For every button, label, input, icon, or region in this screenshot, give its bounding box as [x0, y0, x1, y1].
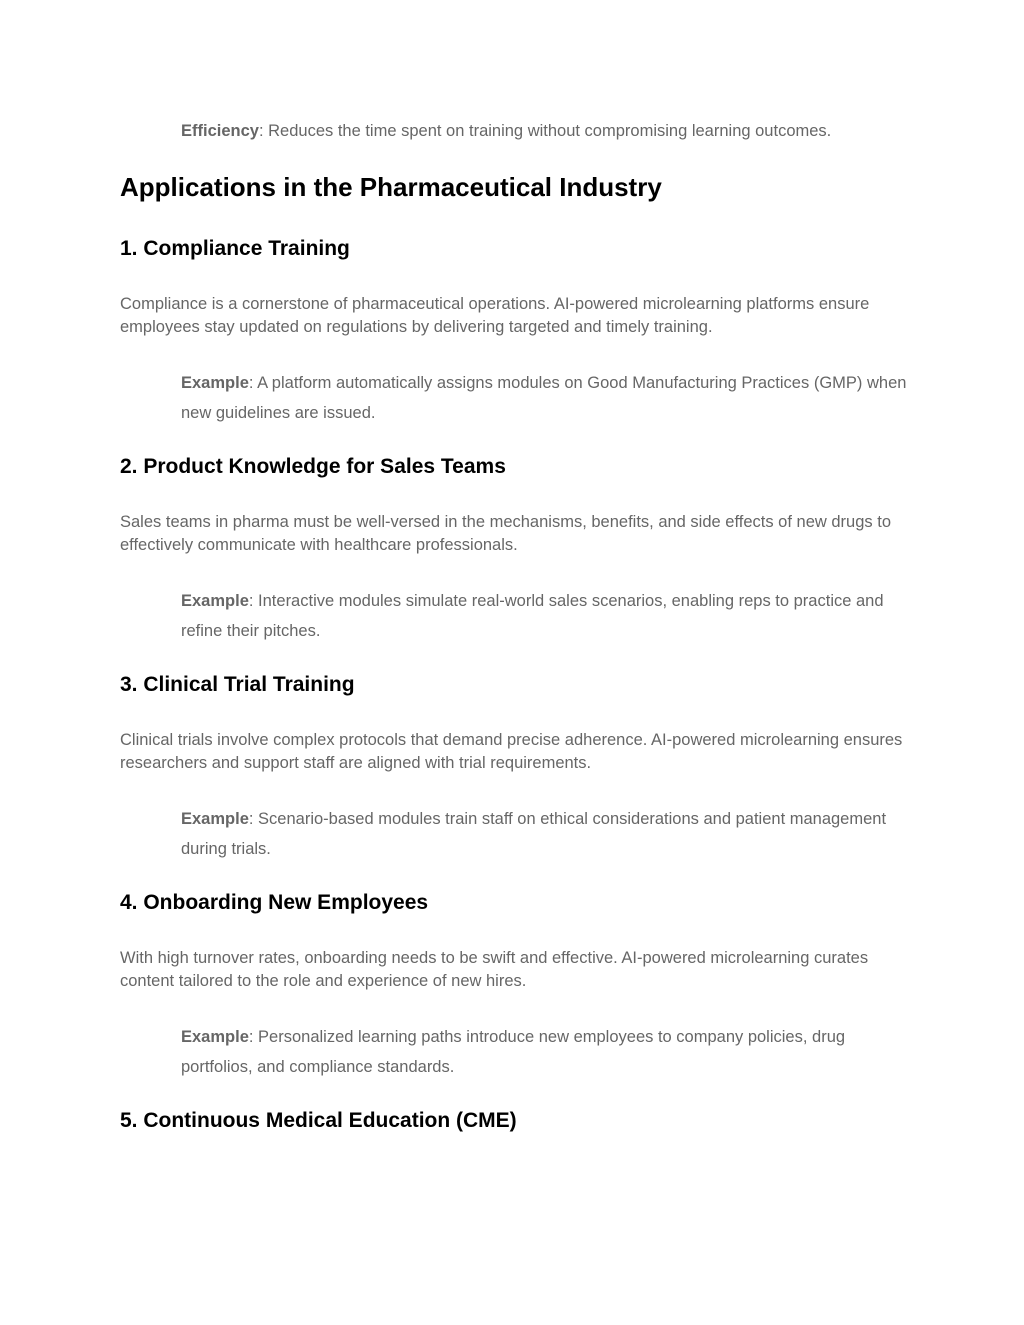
example-term: Example	[181, 1028, 249, 1046]
subsection-heading: 3. Clinical Trial Training	[120, 673, 355, 696]
subsection-heading: 1. Compliance Training	[120, 237, 350, 260]
subsection-paragraph: Sales teams in pharma must be well-versed in the mechanisms, benefits, and side effects of new drugs to effectively communicate with healthcare professionals.	[120, 513, 891, 554]
bullet-text: : Reduces the time spent on training without compromising learning outcomes.	[258, 122, 832, 140]
example-term: Example	[181, 592, 249, 610]
example-term: Example	[181, 810, 249, 828]
subsection-heading: 4. Onboarding New Employees	[120, 891, 429, 914]
subsection-paragraph: Compliance is a cornerstone of pharmaceutical operations. AI-powered microlearning platforms ensure employees stay updated on regulations by delivering targeted and timely training.	[120, 295, 870, 336]
example-bullet	[181, 368, 911, 428]
bullet-term: Efficiency	[181, 122, 259, 140]
example-bullet	[181, 1022, 911, 1082]
example-text: : A platform automatically assigns modules on Good Manufacturing Practices (GMP) when new guidelines are issued.	[181, 374, 907, 422]
example-term: Example	[181, 374, 249, 392]
example-bullet	[181, 586, 911, 646]
subsection-paragraph: With high turnover rates, onboarding needs to be swift and effective. AI-powered microlearning curates content tailored to the role and experience of new hires.	[120, 949, 869, 990]
section-title: Applications in the Pharmaceutical Industry	[120, 172, 662, 202]
subsection-paragraph: Clinical trials involve complex protocols that demand precise adherence. AI-powered microlearning ensures researchers and support staff are aligned with trial requirements.	[120, 731, 903, 772]
example-bullet	[181, 804, 911, 864]
subsection-heading: 5. Continuous Medical Education (CME)	[120, 1109, 517, 1132]
example-text: : Interactive modules simulate real-world sales scenarios, enabling reps to practice and refine their pitches.	[181, 592, 884, 640]
example-text: : Personalized learning paths introduce new employees to company policies, drug portfolios, and compliance standards.	[181, 1028, 846, 1076]
efficiency-bullet	[181, 116, 911, 146]
example-text: : Scenario-based modules train staff on ethical considerations and patient management during trials.	[181, 810, 887, 858]
subsection-heading: 2. Product Knowledge for Sales Teams	[120, 455, 506, 478]
